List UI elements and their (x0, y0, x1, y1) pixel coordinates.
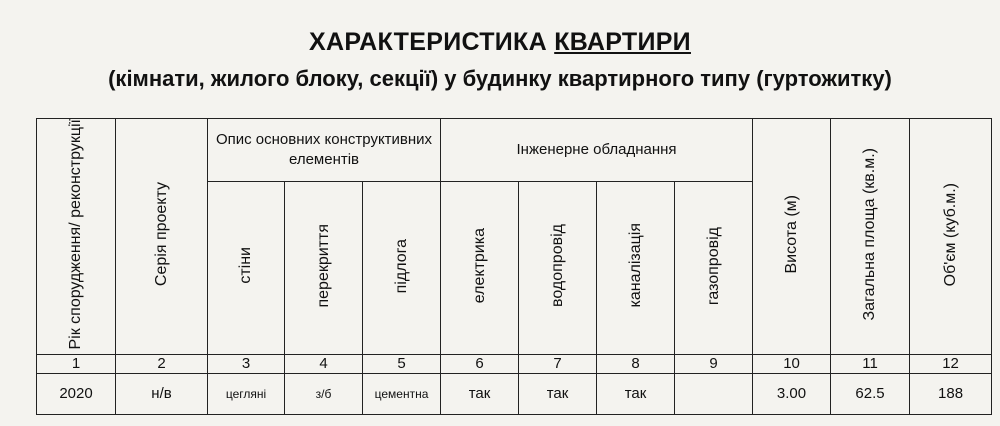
value-height: 3.00 (753, 373, 831, 414)
column-number: 10 (753, 354, 831, 373)
value-walls: цегляні (208, 373, 285, 414)
document-subtitle: (кімнати, жилого блоку, секції) у будинку квартирного типу (гуртожитку) (108, 66, 892, 91)
header-floor-label: підлога (392, 238, 410, 293)
value-electric: так (441, 373, 519, 414)
column-number-row (37, 354, 992, 373)
header-floor (363, 181, 441, 354)
column-number: 7 (519, 354, 597, 373)
value-floors-slab: з/б (285, 373, 363, 414)
header-series-label: Серія проекту (152, 182, 170, 287)
header-electric (441, 181, 519, 354)
column-number: 8 (597, 354, 675, 373)
column-number: 2 (116, 354, 208, 373)
column-number: 4 (285, 354, 363, 373)
column-number: 1 (37, 354, 116, 373)
value-area: 62.5 (831, 373, 910, 414)
header-year (37, 119, 116, 355)
value-floor: цементна (363, 373, 441, 414)
value-year: 2020 (37, 373, 116, 414)
values-row (37, 373, 992, 414)
header-electric-label: електрика (470, 228, 488, 304)
value-sewer: так (597, 373, 675, 414)
header-floors-slab (285, 181, 363, 354)
value-series: н/в (116, 373, 208, 414)
column-number: 9 (675, 354, 753, 373)
header-sewer-label: каналізація (626, 223, 644, 308)
header-area-label: Загальна площа (кв.м.) (861, 148, 879, 321)
column-number: 3 (208, 354, 285, 373)
apartment-characteristics-table (36, 118, 992, 415)
header-height (753, 119, 831, 355)
header-water (519, 181, 597, 354)
column-number: 12 (910, 354, 992, 373)
header-sewer (597, 181, 675, 354)
header-walls-label: стіни (237, 247, 254, 285)
value-water: так (519, 373, 597, 414)
column-number: 11 (831, 354, 910, 373)
header-volume-label: Об'єм (куб.м.) (941, 182, 959, 286)
header-floors-slab-label: перекриття (314, 223, 332, 308)
document-title (0, 28, 1000, 57)
header-area (831, 119, 910, 355)
header-year-label: Рік спорудження/ реконструкції (67, 119, 84, 350)
column-number: 6 (441, 354, 519, 373)
column-number: 5 (363, 354, 441, 373)
header-construction-group: Опис основних конструктивних елементів (208, 119, 441, 182)
header-series (116, 119, 208, 355)
value-volume: 188 (910, 373, 992, 414)
title-prefix: ХАРАКТЕРИСТИКА (309, 28, 555, 56)
title-underlined: КВАРТИРИ (554, 28, 691, 56)
value-gas (675, 373, 753, 414)
header-engineering-group: Інженерне обладнання (441, 119, 753, 182)
header-gas-label: газопровід (704, 226, 722, 305)
header-water-label: водопровід (548, 224, 566, 308)
header-volume (910, 119, 992, 355)
header-gas (675, 181, 753, 354)
header-walls (208, 181, 285, 354)
header-height-label: Висота (м) (782, 195, 800, 274)
